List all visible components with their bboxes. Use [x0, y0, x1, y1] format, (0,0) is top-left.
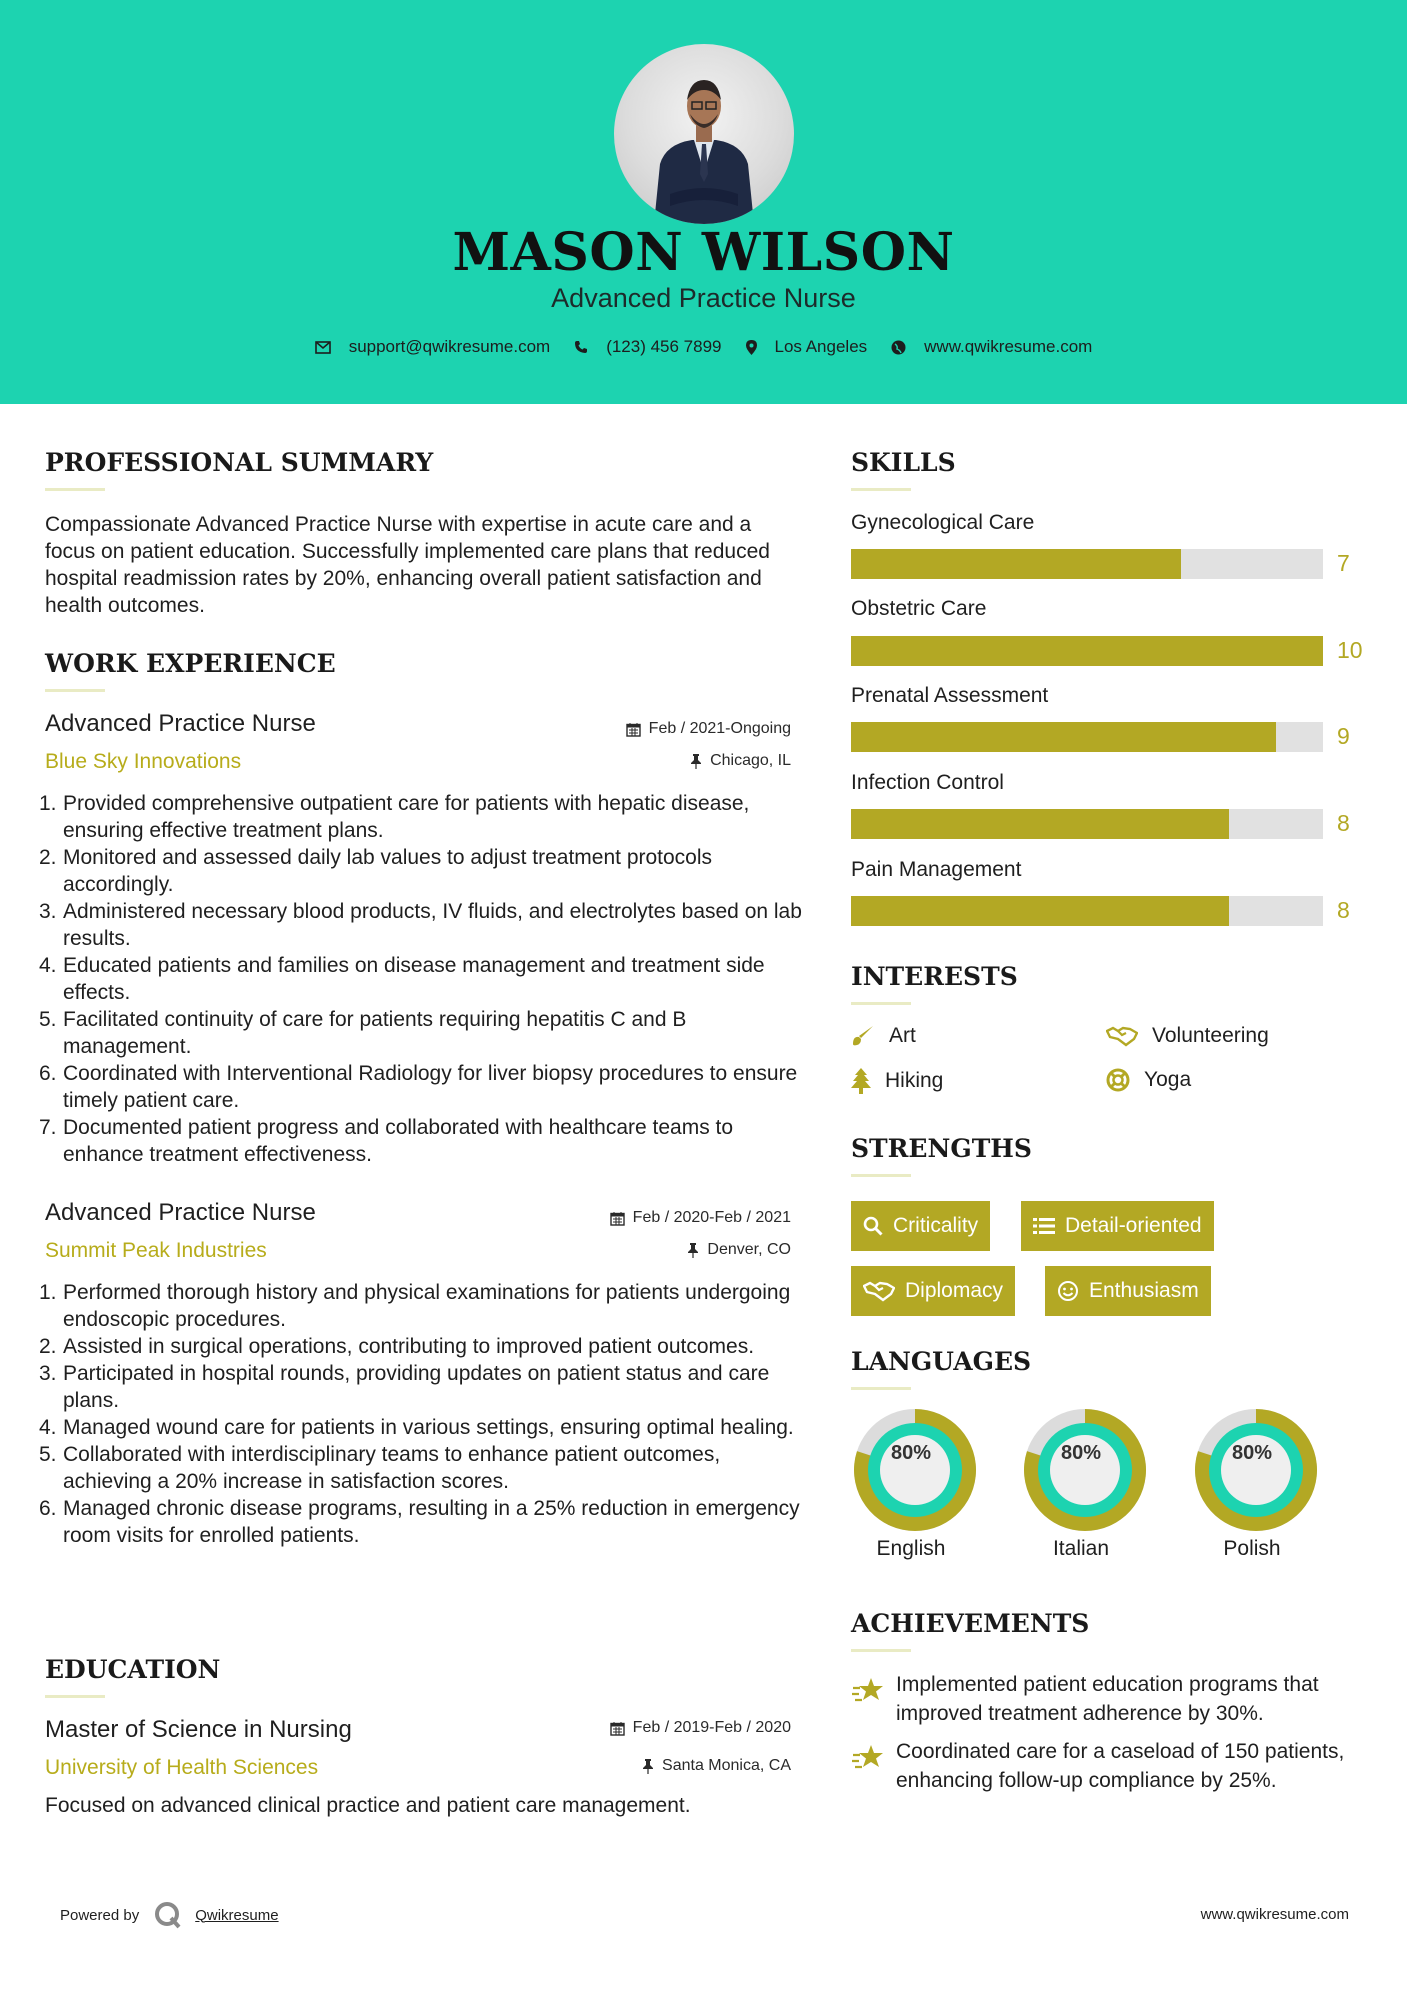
list-item: 7. Documented patient progress and collaborated with healthcare teams to enhance treatment effectiveness.	[39, 1116, 734, 1166]
contact-email[interactable]	[315, 337, 551, 357]
calendar-icon	[626, 722, 641, 737]
job-location-text: Chicago, IL	[710, 752, 791, 769]
list-item: 4. Educated patients and families on disease management and treatment side effects.	[39, 954, 765, 1004]
globe-icon	[891, 340, 906, 355]
job-dates-text: Feb / 2020-Feb / 2021	[632, 1209, 791, 1226]
language-name: Italian	[1052, 1537, 1110, 1560]
qwikresume-link[interactable]: Qwikresume	[195, 1906, 279, 1924]
qwikresume-logo-icon	[153, 1900, 183, 1930]
skill-bar-track	[851, 722, 1323, 752]
education-location-text: Santa Monica, CA	[662, 1757, 791, 1774]
interest-item	[1106, 1068, 1191, 1092]
section-divider	[45, 689, 105, 692]
language-item	[1191, 1409, 1321, 1560]
section-divider	[45, 488, 105, 491]
section-divider	[851, 1649, 911, 1652]
job-dates-text: Feb / 2021-Ongoing	[648, 720, 791, 737]
job-dates	[610, 1209, 791, 1227]
skill-value: 9	[1337, 723, 1350, 749]
smile-icon	[1057, 1280, 1079, 1302]
list-item: 5. Collaborated with interdisciplinary teams to enhance patient outcomes, achieving a 20% increase in satisfaction scores.	[39, 1443, 721, 1493]
list-item: 6. Coordinated with Interventional Radiology for liver biopsy procedures to ensure timely patient care.	[39, 1062, 798, 1112]
job-title: Advanced Practice Nurse	[45, 1199, 316, 1226]
school-name: University of Health Sciences	[45, 1756, 319, 1779]
list-icon	[1033, 1217, 1055, 1235]
interest-item	[851, 1024, 916, 1048]
tree-icon	[851, 1068, 871, 1094]
skills-title: SKILLS	[851, 448, 956, 477]
calendar-icon	[610, 1721, 625, 1736]
skill-bar-track	[851, 896, 1323, 926]
section-divider	[851, 488, 911, 491]
list-item: 4. Managed wound care for patients in various settings, ensuring optimal healing.	[39, 1416, 794, 1439]
phone-icon	[574, 340, 588, 354]
job-location	[687, 1241, 791, 1259]
list-item: 2. Assisted in surgical operations, contributing to improved patient outcomes.	[39, 1335, 755, 1358]
job-bullets	[39, 790, 803, 1168]
education-title: EDUCATION	[45, 1655, 221, 1684]
languages-title: LANGUAGES	[851, 1347, 1032, 1376]
skill-bar-fill	[851, 636, 1323, 666]
interest-label: Volunteering	[1152, 1024, 1269, 1047]
skill-bar-fill	[851, 896, 1229, 926]
handshake-icon	[1106, 1025, 1138, 1047]
skill-value: 8	[1337, 897, 1350, 923]
profile-photo	[614, 44, 794, 224]
list-item: 3. Administered necessary blood products, IV fluids, and electrolytes based on lab results.	[39, 900, 802, 950]
skill-bar-fill	[851, 809, 1229, 839]
location-text: Los Angeles	[774, 337, 868, 356]
skill-name: Pain Management	[851, 858, 1022, 881]
achievement-item: Implemented patient education programs that improved treatment adherence by 30%.	[896, 1673, 1319, 1725]
language-percent: 80%	[890, 1442, 932, 1464]
language-item	[1020, 1409, 1150, 1560]
interest-label: Yoga	[1144, 1068, 1192, 1091]
education-location	[642, 1757, 791, 1775]
skill-bar-fill	[851, 549, 1181, 579]
award-star-icon	[851, 1743, 885, 1771]
handshake-icon	[863, 1280, 895, 1302]
strength-label: Enthusiasm	[1089, 1279, 1199, 1302]
interest-item	[851, 1068, 943, 1094]
skill-name: Obstetric Care	[851, 597, 987, 620]
interests-title: INTERESTS	[851, 962, 1018, 991]
achievements-title: ACHIEVEMENTS	[851, 1609, 1090, 1638]
contact-phone[interactable]	[574, 337, 721, 357]
footer-website[interactable]: www.qwikresume.com	[1200, 1906, 1349, 1923]
pushpin-icon	[690, 754, 702, 769]
paintbrush-icon	[851, 1024, 875, 1048]
candidate-role: Advanced Practice Nurse	[551, 283, 856, 313]
lifering-icon	[1106, 1068, 1130, 1092]
list-item: 3. Participated in hospital rounds, providing updates on patient status and care plans.	[39, 1362, 770, 1412]
skill-value: 10	[1337, 637, 1363, 663]
interest-item	[1106, 1024, 1269, 1048]
section-divider	[851, 1174, 911, 1177]
pushpin-icon	[642, 1759, 654, 1774]
language-percent: 80%	[1060, 1442, 1102, 1464]
strength-tag	[851, 1201, 990, 1251]
language-ring	[1024, 1409, 1146, 1531]
interest-label: Art	[889, 1024, 916, 1047]
section-divider	[851, 1002, 911, 1005]
strength-tag	[1021, 1201, 1214, 1251]
list-item: 5. Facilitated continuity of care for patients requiring hepatitis C and B management.	[39, 1008, 687, 1058]
contact-website[interactable]	[891, 337, 1092, 357]
list-item: 1. Provided comprehensive outpatient care for patients with hepatic disease, ensuring effective treatment plans.	[39, 792, 750, 842]
interest-label: Hiking	[885, 1069, 944, 1092]
job-title: Advanced Practice Nurse	[45, 710, 316, 737]
summary-title: PROFESSIONAL SUMMARY	[45, 448, 434, 477]
strengths-title: STRENGTHS	[851, 1134, 1032, 1163]
envelope-icon	[315, 341, 331, 354]
footer-powered-by	[60, 1900, 279, 1930]
website-text[interactable]: www.qwikresume.com	[924, 337, 1093, 356]
phone-text[interactable]: (123) 456 7899	[606, 337, 722, 356]
strength-label: Detail-oriented	[1065, 1214, 1202, 1237]
skill-bar-track	[851, 809, 1323, 839]
skill-bar-track	[851, 636, 1323, 666]
resume-header	[0, 0, 1407, 404]
skill-name: Prenatal Assessment	[851, 684, 1049, 707]
degree-title: Master of Science in Nursing	[45, 1716, 352, 1743]
strength-tag	[1045, 1266, 1211, 1316]
powered-by-text: Powered by	[60, 1906, 140, 1924]
job-location-text: Denver, CO	[707, 1241, 791, 1258]
skill-bar-fill	[851, 722, 1276, 752]
strength-label: Diplomacy	[905, 1279, 1004, 1302]
job-company: Blue Sky Innovations	[45, 750, 242, 773]
map-marker-icon	[746, 340, 757, 355]
achievement-item: Coordinated care for a caseload of 150 patients, enhancing follow-up compliance by 25%.	[896, 1740, 1345, 1792]
strength-tag	[851, 1266, 1015, 1316]
skill-value: 7	[1337, 550, 1350, 576]
list-item: 2. Monitored and assessed daily lab values to adjust treatment protocols accordingly.	[39, 846, 713, 896]
list-item: 1. Performed thorough history and physical examinations for patients undergoing endoscopic procedures.	[39, 1281, 791, 1331]
skill-bar-track	[851, 549, 1323, 579]
pushpin-icon	[687, 1243, 699, 1258]
award-star-icon	[851, 1676, 885, 1704]
skill-value: 8	[1337, 810, 1350, 836]
strength-label: Criticality	[893, 1214, 979, 1237]
job-location	[690, 752, 791, 770]
section-divider	[45, 1695, 105, 1698]
skill-name: Gynecological Care	[851, 511, 1035, 534]
language-ring	[854, 1409, 976, 1531]
education-dates-text: Feb / 2019-Feb / 2020	[632, 1719, 791, 1736]
experience-title: WORK EXPERIENCE	[45, 649, 336, 678]
list-item: 6. Managed chronic disease programs, resulting in a 25% reduction in emergency room visits for enrolled patients.	[39, 1497, 800, 1547]
contact-location	[746, 337, 868, 357]
language-name: English	[876, 1537, 946, 1560]
job-dates	[626, 720, 791, 738]
contact-bar	[0, 337, 1407, 357]
section-divider	[851, 1387, 911, 1390]
summary-text: Compassionate Advanced Practice Nurse with expertise in acute care and a focus on patient education. Successfully implemented care plans that reduced hospital readmission rates by 20%, enhancing overall patient satisfaction and health outcomes.	[45, 513, 770, 617]
language-item	[850, 1409, 980, 1560]
language-percent: 80%	[1231, 1442, 1273, 1464]
candidate-name: MASON WILSON	[452, 222, 955, 283]
skill-name: Infection Control	[851, 771, 1004, 794]
education-description: Focused on advanced clinical practice and patient care management.	[45, 1794, 691, 1817]
email-text[interactable]: support@qwikresume.com	[348, 337, 551, 356]
job-bullets	[39, 1279, 803, 1549]
calendar-icon	[610, 1211, 625, 1226]
search-icon	[863, 1216, 883, 1236]
language-name: Polish	[1223, 1537, 1281, 1560]
education-dates	[610, 1719, 791, 1737]
language-ring	[1195, 1409, 1317, 1531]
job-company: Summit Peak Industries	[45, 1239, 267, 1262]
